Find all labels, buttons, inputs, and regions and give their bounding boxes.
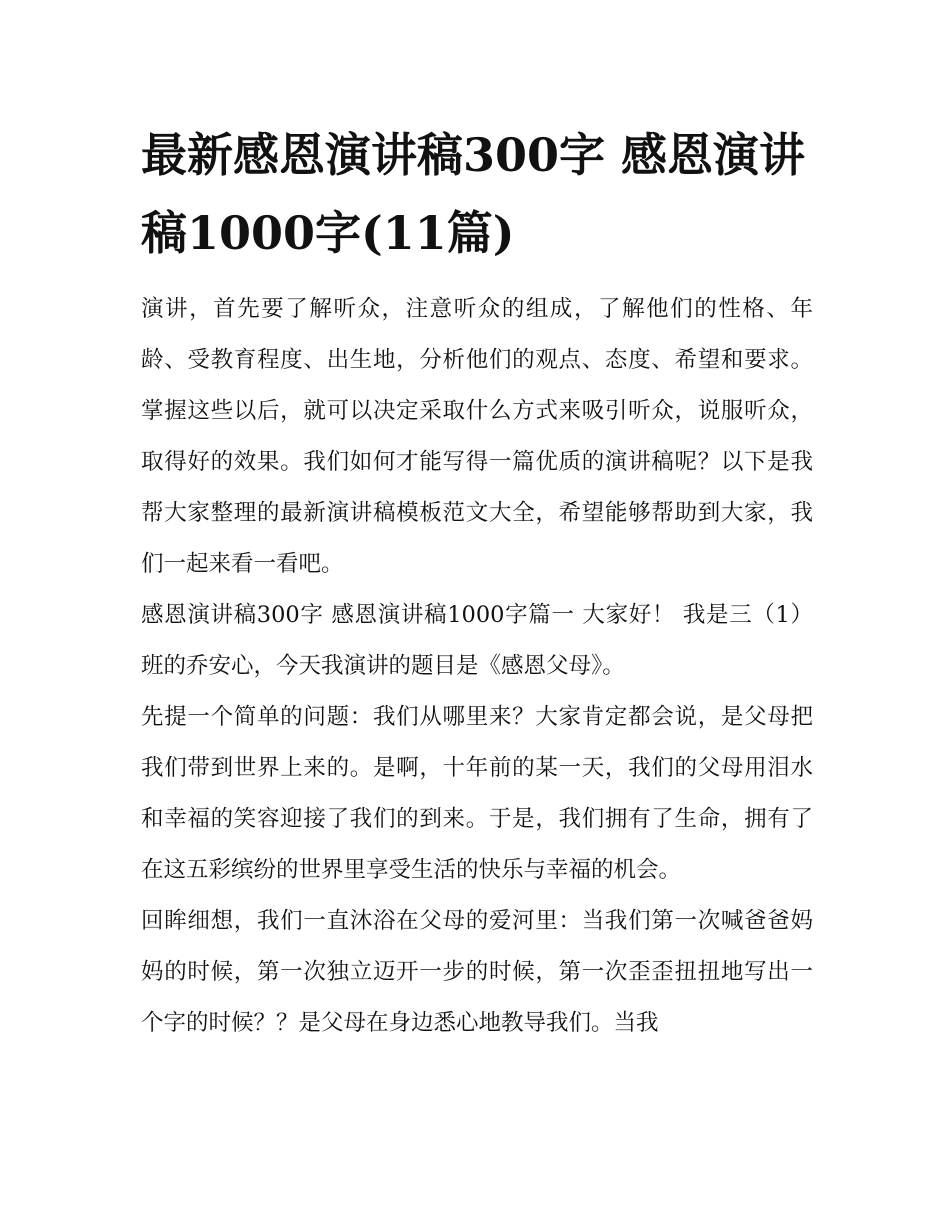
paragraph-intro: 演讲，首先要了解听众，注意听众的组成，了解他们的性格、年龄、受教育程度、出生地，分析他们的观点、态度、希望和要求。掌握这些以后，就可以决定采取什么方式来吸引听众，说服听众，取得好的效果。我们如何才能写得一篇优质的演讲稿呢？以下是我帮大家整理的最新演讲稿模板范文大全，希望能够帮助到大家，我们一起来看一看吧。 — [141, 296, 813, 577]
document-body — [141, 116, 813, 1049]
document-title: 最新感恩演讲稿300字 感恩演讲稿1000字(11篇) — [141, 128, 806, 260]
paragraph-origin-question: 先提一个简单的问题：我们从哪里来？大家肯定都会说，是父母把我们带到世界上来的。是啊，十年前的某一天，我们的父母用泪水和幸福的笑容迎接了我们的到来。于是，我们拥有了生命，拥有了在这五彩缤纷的世界里享受生活的快乐与幸福的机会。 — [141, 704, 813, 883]
paragraph-recollection: 回眸细想，我们一直沐浴在父母的爱河里：当我们第一次喊爸爸妈妈的时候，第一次独立迈开一步的时候，第一次歪歪扭扭地写出一个字的时候？？是父母在身边悉心地教导我们。当我 — [141, 908, 813, 1036]
paragraph-speech-opening: 感恩演讲稿300字 感恩演讲稿1000字篇一 大家好！ 我是三（1）班的乔安心，今天我演讲的题目是《感恩父母》。 — [141, 602, 813, 679]
